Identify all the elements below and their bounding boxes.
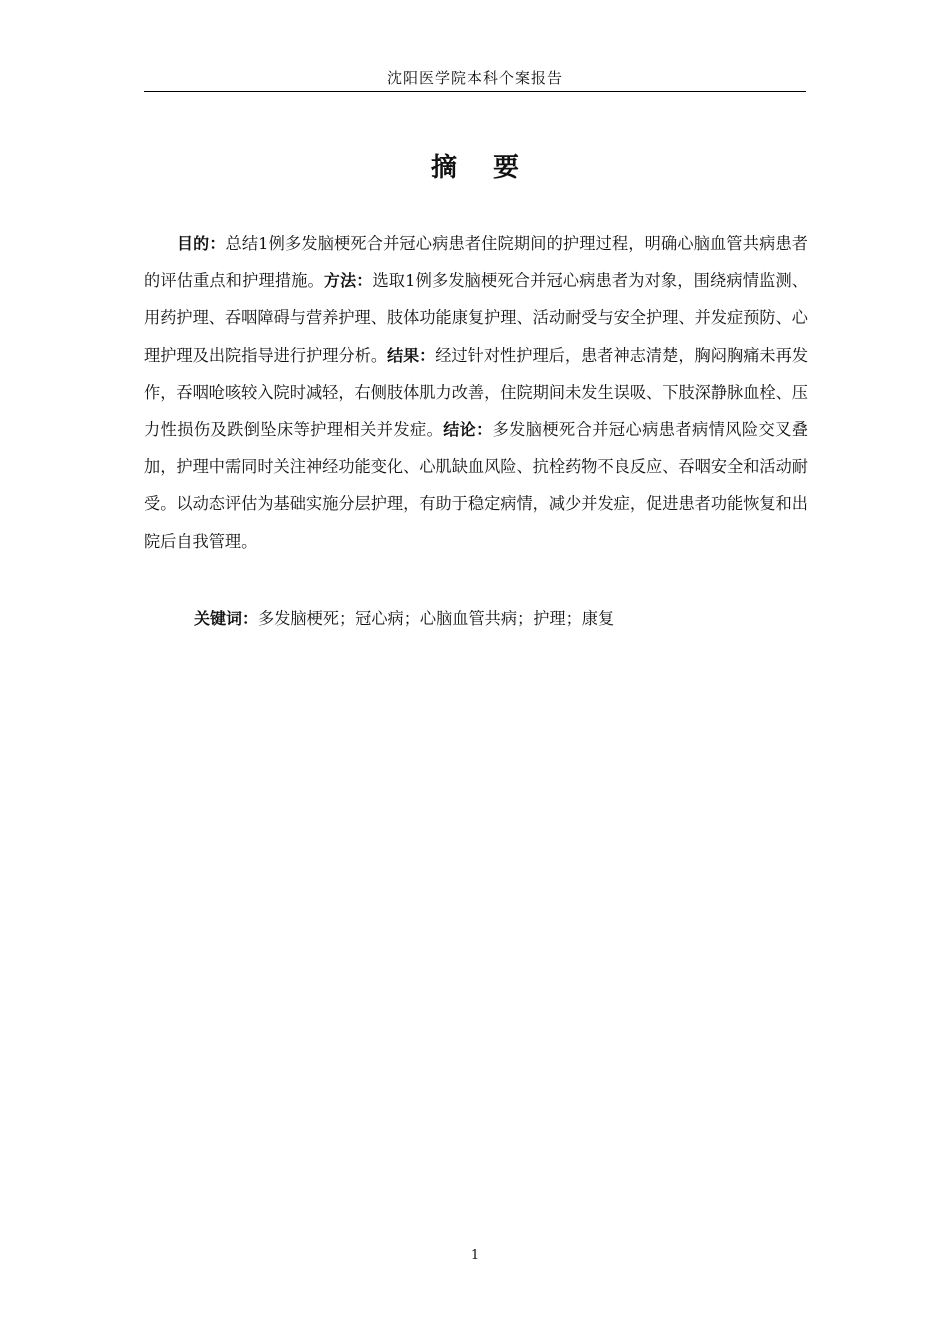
objective-label: 目的： [177,234,226,253]
page-number: 1 [470,1248,480,1263]
conclusion-label: 结论： [443,420,493,440]
abstract-title-right: 要 [493,153,520,183]
conclusion-text: 多发脑梗死合并冠心病患者病情风险交叉叠加，护理中需同时关注神经功能变化、心肌缺血风险、抗栓药物不良反应、吞咽安全和活动耐受。以动态评估为基础实施分层护理，有助于稳定病情，减少并发症，促进患者功能恢复和出院后自我管理。 [144,420,808,551]
header-rule [144,91,806,92]
method-label: 方法： [323,271,373,291]
method-text: 选取1例多发脑梗死合并冠心病患者为对象，围绕病情监测、用药护理、吞咽障碍与营养护理、肢体功能康复护理、活动耐受与安全护理、并发症预防、心理护理及出院指导进行护理分析。 [144,271,808,365]
keywords-label: 关键词： [194,609,259,628]
objective-text: 总结1例多发脑梗死合并冠心病患者住院期间的护理过程，明确心脑血管共病患者的评估重点和护理措施。 [144,234,808,291]
running-header: 沈阳医学院本科个案报告 [386,69,563,87]
abstract-title [144,148,806,188]
result-text: 经过针对性护理后，患者神志清楚，胸闷胸痛未再发作，吞咽呛咳较入院时减轻，右侧肢体肌力改善，住院期间未发生误吸、下肢深静脉血栓、压力性损伤及跌倒坠床等护理相关并发症。 [144,345,809,440]
keywords-text: 多发脑梗死；冠心病；心脑血管共病；护理；康复 [258,609,615,628]
abstract-body [144,225,808,560]
result-label: 结果： [387,345,436,365]
abstract-title-left: 摘 [430,153,457,183]
keywords [144,600,806,637]
